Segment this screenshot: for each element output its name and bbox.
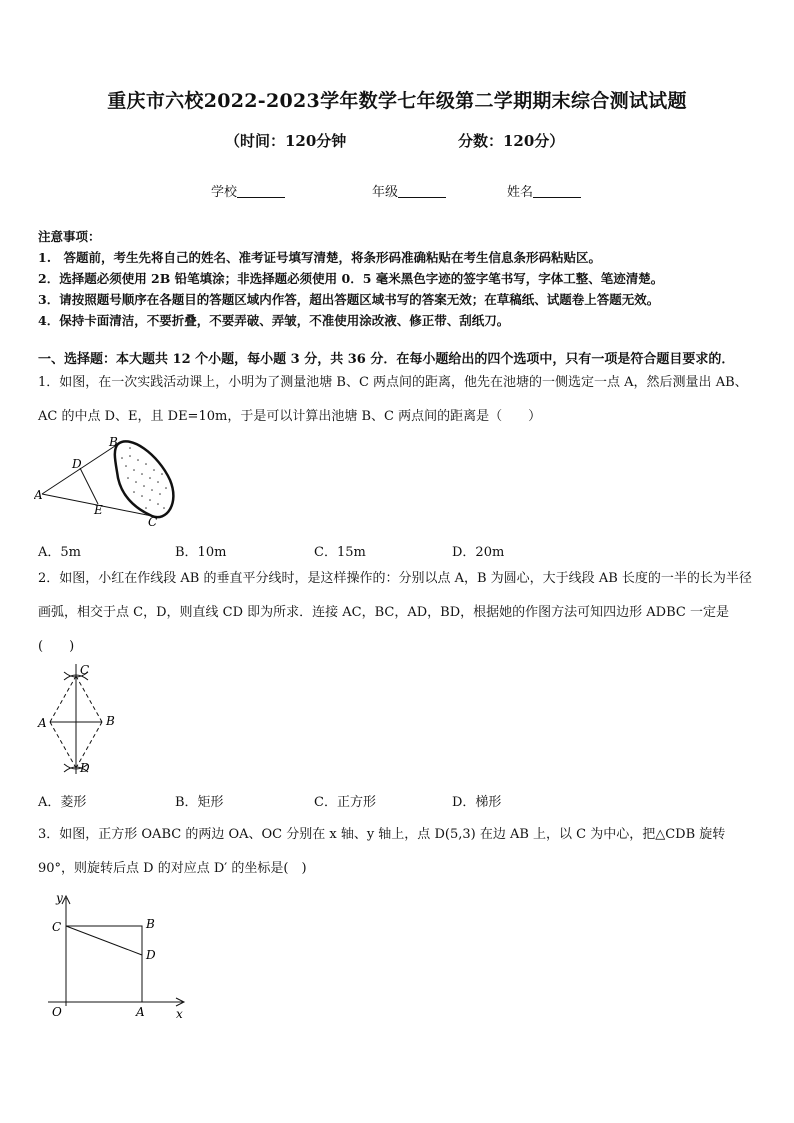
- exam-time: （时间：120分钟: [225, 132, 347, 150]
- question-2-text: 2．如图，小红在作线段 AB 的垂直平分线时，是这样操作的：分别以点 A，B 为圆心，大于线段 AB 长度的一半的长为半径画弧，相交于点 C，D，则直线 CD 即为所求．连接 AC，BC，AD，BD，根据她的作图方法可知四边形 ADBC 一定是( ): [38, 571, 752, 654]
- q2-label-c: C: [80, 663, 90, 677]
- grade-label: 年级: [372, 185, 399, 200]
- q3-label-o: O: [52, 1005, 62, 1019]
- q3-label-y: y: [56, 892, 63, 905]
- q3-label-x: x: [176, 1007, 183, 1021]
- section-heading: 一、选择题：本大题共 12 个小题，每小题 3 分，共 36 分．在每小题给出的四个选项中，只有一项是符合题目要求的．: [38, 352, 735, 367]
- option-a[interactable]: A．5m: [38, 545, 81, 560]
- q1-label-e: E: [94, 503, 103, 517]
- option-a[interactable]: A．菱形: [38, 795, 87, 810]
- name-field[interactable]: [507, 181, 581, 200]
- q2-label-d: D: [80, 761, 90, 775]
- q3-label-c: C: [52, 920, 62, 934]
- option-d[interactable]: D．梯形: [452, 795, 502, 810]
- grade-field[interactable]: [372, 181, 446, 200]
- question-1-figure: [34, 432, 184, 532]
- question-3-figure: [44, 892, 194, 1024]
- school-label: 学校: [211, 185, 238, 200]
- question-1-text: 1．如图，在一次实践活动课上，小明为了测量池塘 B、C 两点间的距离，他先在池塘的一侧选定一点 A，然后测量出 AB、AC 的中点 D、E，且 DE=10m，于是可以计算出池塘 B、C 两点间的距离是（ ）: [38, 375, 748, 424]
- q2-label-a: A: [38, 716, 47, 730]
- grade-blank[interactable]: [398, 185, 446, 198]
- note-item: 1. 答题前，考生先将自己的姓名、准考证号填写清楚，将条形码准确粘贴在考生信息条形码粘贴区。: [38, 250, 602, 265]
- name-label: 姓名: [507, 185, 534, 200]
- note-item: 3．请按照题号顺序在各题目的答题区域内作答，超出答题区域书写的答案无效；在草稿纸、试题卷上答题无效。: [38, 292, 660, 307]
- notes-block: [38, 226, 663, 331]
- q3-label-b: B: [146, 917, 155, 931]
- question-3-text: 3．如图，正方形 OABC 的两边 OA、OC 分别在 x 轴、y 轴上，点 D(5,3) 在边 AB 上，以 C 为中心，把△CDB 旋转 90°，则旋转后点 D 的对应点 D′ 的坐标是( ): [38, 827, 726, 876]
- page-title: 重庆市六校2022-2023学年数学七年级第二学期期末综合测试试题: [107, 90, 687, 112]
- q3-label-d: D: [146, 948, 156, 962]
- option-d[interactable]: D．20m: [452, 545, 505, 560]
- note-item: 4．保持卡面清洁，不要折叠，不要弄破、弄皱，不准使用涂改液、修正带、刮纸刀。: [38, 313, 510, 328]
- question-2-figure: [34, 660, 124, 780]
- name-blank[interactable]: [533, 185, 581, 198]
- option-c[interactable]: C．15m: [314, 545, 366, 560]
- option-c[interactable]: C．正方形: [314, 795, 376, 810]
- option-b[interactable]: B．10m: [175, 545, 227, 560]
- note-item: 2．选择题必须使用 2B 铅笔填涂；非选择题必须使用 0．5 毫米黑色字迹的签字笔书写，字体工整、笔迹清楚。: [38, 271, 664, 286]
- q1-label-b: B: [109, 435, 118, 449]
- q3-label-a: A: [136, 1005, 145, 1019]
- exam-score: 分数：120分）: [458, 132, 565, 150]
- school-blank[interactable]: [237, 185, 285, 198]
- q2-label-b: B: [106, 714, 115, 728]
- option-b[interactable]: B．矩形: [175, 795, 224, 810]
- school-field[interactable]: [211, 181, 285, 200]
- q1-label-a: A: [34, 488, 43, 502]
- notes-heading: 注意事项：: [38, 229, 101, 244]
- q1-label-c: C: [148, 515, 158, 529]
- q1-label-d: D: [72, 457, 82, 471]
